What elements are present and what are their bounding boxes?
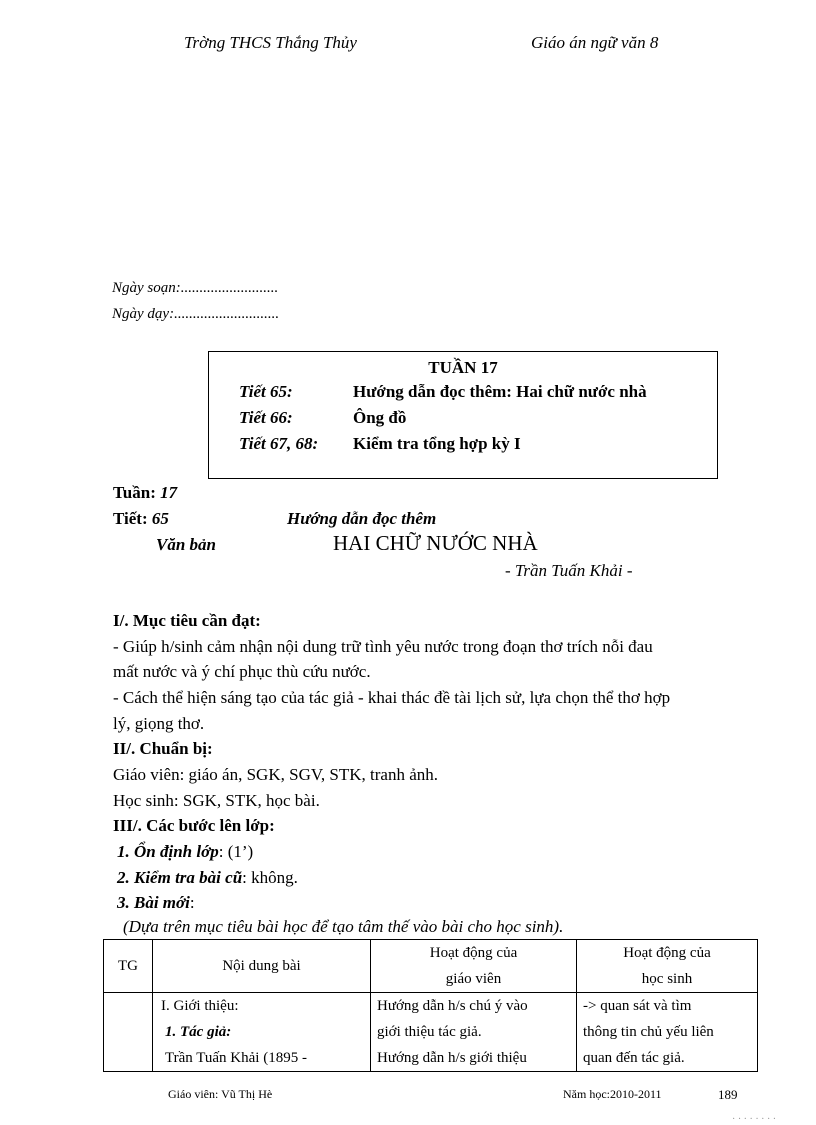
header-giao-vien-line-2: giáo viên	[445, 971, 502, 987]
tiet-line	[113, 509, 169, 529]
tiet-value: 65	[151, 509, 169, 528]
intro-note: (Dựa trên mục tiêu bài học để tạo tâm thế vào bài cho học sinh).	[123, 917, 564, 936]
ngay-soan: Ngày soạn:..........................	[112, 280, 279, 296]
giao-vien-line: Hướng dẫn h/s giới thiệu	[377, 1050, 527, 1066]
hoc-sinh-line: quan đến tác giả.	[583, 1050, 685, 1066]
tuan-line	[113, 483, 177, 503]
header-hoc-sinh	[577, 940, 758, 993]
header-giao-vien	[371, 940, 577, 993]
hoc-sinh-line: -> quan sát và tìm	[583, 998, 692, 1014]
footer-teacher: Giáo viên: Vũ Thị Hè	[168, 1087, 273, 1101]
tiet-label-2: Tiết 66:	[239, 408, 293, 427]
lesson-title: HAI CHỮ NƯỚC NHÀ	[333, 531, 538, 555]
tiet-label-3: Tiết 67, 68:	[239, 434, 319, 453]
table-row	[104, 993, 758, 1072]
noi-dung-line: I. Giới thiệu:	[161, 998, 239, 1014]
tiet-content-2: Ông đồ	[353, 408, 407, 427]
noi-dung-line: Trần Tuấn Khải (1895 -	[165, 1050, 307, 1066]
chuan-bi-hoc-sinh: Học sinh: SGK, STK, học bài.	[113, 791, 320, 810]
footer-page-number: 189	[718, 1087, 738, 1102]
lesson-author: - Trần Tuấn Khải -	[505, 561, 633, 580]
row-giao-vien-cell	[371, 993, 577, 1072]
tiet-content-3: Kiểm tra tổng hợp kỳ I	[353, 434, 521, 453]
tiet-content-1: Hướng dẫn đọc thêm: Hai chữ nước nhà	[353, 382, 647, 401]
row-hoc-sinh-cell	[577, 993, 758, 1072]
muc-tieu-line-2a: - Cách thể hiện sáng tạo của tác giả - khai thác đề tài lịch sử, lựa chọn thể thơ hợp	[113, 688, 671, 707]
footer-school-year: Năm học:2010-2011	[563, 1087, 662, 1101]
step-2-label: 2. Kiểm tra bài cũ	[117, 868, 243, 887]
muc-tieu-line-1b: mất nước và ý chí phục thù cứu nước.	[113, 662, 371, 681]
week-title: TUẦN 17	[428, 358, 498, 377]
noi-dung-line: 1. Tác giả:	[165, 1024, 232, 1040]
school-name: Trờng THCS Thắng Thủy	[184, 33, 357, 52]
muc-tieu-line-2b: lý, giọng thơ.	[113, 714, 205, 733]
giao-vien-line: giới thiệu tác giả.	[377, 1024, 482, 1040]
lesson-activity-table	[103, 939, 758, 1072]
week-schedule-box	[208, 351, 718, 479]
subject-title: Giáo án ngữ văn 8	[531, 33, 659, 52]
reading-type: Hướng dẫn đọc thêm	[287, 509, 437, 528]
step-1-value: : (1’)	[218, 842, 254, 861]
row-noi-dung-cell	[153, 993, 371, 1072]
header-noi-dung: Nội dung bài	[153, 940, 371, 993]
header-hoc-sinh-line-1: Hoạt động của	[623, 945, 711, 961]
step-2-value: : không.	[242, 868, 298, 887]
header-tg: TG	[104, 940, 153, 993]
tuan-value: 17	[160, 483, 178, 502]
step-3-value: :	[189, 893, 195, 912]
tiet-label: Tiết:	[113, 509, 148, 528]
chuan-bi-heading: II/. Chuẩn bị:	[113, 739, 213, 758]
muc-tieu-heading: I/. Mục tiêu cần đạt:	[113, 611, 261, 630]
cac-buoc-heading: III/. Các bước lên lớp:	[113, 816, 275, 835]
step-3-label: 3. Bài mới	[117, 893, 190, 912]
ngay-day: Ngày dạy:............................	[112, 306, 280, 322]
tuan-label: Tuần:	[113, 483, 156, 502]
van-ban-label: Văn bản	[156, 535, 216, 554]
step-2	[117, 868, 298, 888]
muc-tieu-line-1a: - Giúp h/sinh cảm nhận nội dung trữ tình yêu nước trong đoạn thơ trích nỗi đau	[113, 637, 653, 656]
header-hoc-sinh-line-2: học sinh	[641, 971, 693, 987]
corner-dots-decoration: · · · · · · · ·	[732, 1114, 777, 1125]
hoc-sinh-line: thông tin chủ yếu liên	[583, 1024, 714, 1040]
chuan-bi-giao-vien: Giáo viên: giáo án, SGK, SGV, STK, tranh ảnh.	[113, 765, 439, 784]
table-header-row	[104, 940, 758, 993]
step-1	[117, 842, 253, 862]
header-giao-vien-line-1: Hoạt động của	[429, 945, 518, 961]
tiet-label-1: Tiết 65:	[239, 382, 293, 401]
giao-vien-line: Hướng dẫn h/s chú ý vào	[377, 998, 528, 1014]
row-tg-cell	[104, 993, 153, 1072]
step-3	[117, 893, 195, 913]
step-1-label: 1. Ổn định lớp	[117, 842, 219, 861]
